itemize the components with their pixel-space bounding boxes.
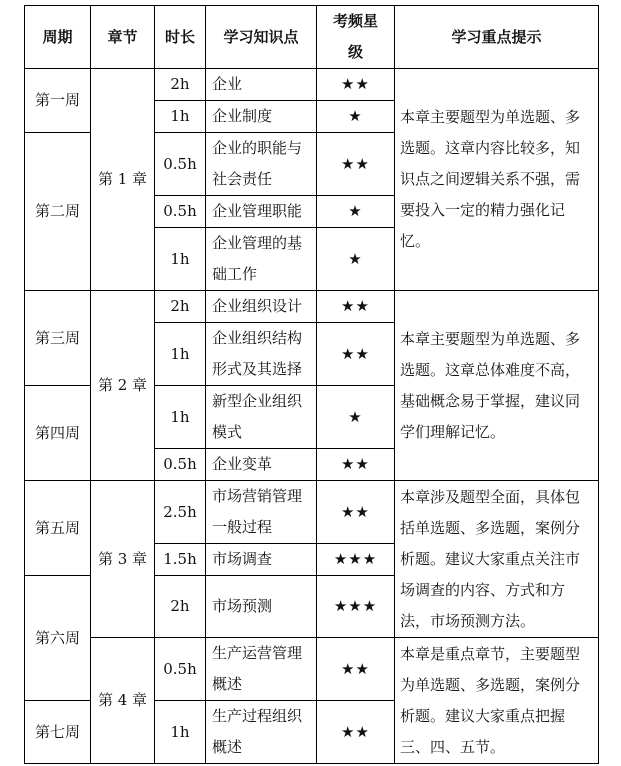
hours-cell: 1h [155,323,206,386]
topic-cell: 企业管理职能 [206,196,317,228]
header-frequency: 考频星级 [317,6,395,69]
header-week: 周期 [25,6,91,69]
tip-cell: 本章主要题型为单选题、多选题。这章总体难度不高，基础概念易于掌握，建议同学们理解记忆。 [395,291,599,481]
star-rating: ★★ [317,449,395,481]
star-rating: ★★ [317,133,395,196]
topic-cell: 市场营销管理一般过程 [206,481,317,544]
hours-cell: 1h [155,101,206,133]
star-rating: ★ [317,196,395,228]
header-chapter: 章节 [91,6,155,69]
topic-cell: 企业制度 [206,101,317,133]
hours-cell: 1h [155,386,206,449]
hours-cell: 2h [155,291,206,323]
hours-cell: 1h [155,228,206,291]
topic-cell: 新型企业组织模式 [206,386,317,449]
tip-cell: 本章涉及题型全面，具体包括单选题、多选题，案例分析题。建议大家重点关注市场调查的内容、方式和方法，市场预测方法。 [395,481,599,638]
star-rating: ★★ [317,481,395,544]
chapter-cell: 第 1 章 [91,69,155,291]
table-row [25,638,599,701]
header-hours: 时长 [155,6,206,69]
table-row [25,481,599,544]
hours-cell: 0.5h [155,133,206,196]
study-plan-sheet [24,5,599,764]
week-cell: 第一周 [25,69,91,133]
study-plan-table [24,5,599,764]
star-rating: ★★★ [317,576,395,638]
star-rating: ★★ [317,69,395,101]
header-row [25,6,599,69]
chapter-cell: 第 2 章 [91,291,155,481]
week-cell: 第三周 [25,291,91,386]
topic-cell: 企业变革 [206,449,317,481]
topic-cell: 市场预测 [206,576,317,638]
topic-cell: 企业组织结构形式及其选择 [206,323,317,386]
topic-cell: 企业组织设计 [206,291,317,323]
chapter-cell: 第 4 章 [91,638,155,764]
star-rating: ★★ [317,638,395,701]
week-cell: 第四周 [25,386,91,481]
table-row [25,291,599,323]
hours-cell: 2h [155,576,206,638]
topic-cell: 生产过程组织概述 [206,701,317,764]
week-cell: 第五周 [25,481,91,576]
week-cell: 第七周 [25,701,91,764]
star-rating: ★ [317,228,395,291]
topic-cell: 市场调查 [206,544,317,576]
star-rating: ★★★ [317,544,395,576]
topic-cell: 企业 [206,69,317,101]
topic-cell: 企业管理的基础工作 [206,228,317,291]
star-rating: ★★ [317,323,395,386]
chapter-cell: 第 3 章 [91,481,155,638]
hours-cell: 2h [155,69,206,101]
topic-cell: 企业的职能与社会责任 [206,133,317,196]
hours-cell: 2.5h [155,481,206,544]
hours-cell: 0.5h [155,196,206,228]
star-rating: ★ [317,101,395,133]
star-rating: ★★ [317,291,395,323]
hours-cell: 1h [155,701,206,764]
hours-cell: 1.5h [155,544,206,576]
hours-cell: 0.5h [155,638,206,701]
header-topic: 学习知识点 [206,6,317,69]
header-tips: 学习重点提示 [395,6,599,69]
hours-cell: 0.5h [155,449,206,481]
table-row [25,69,599,101]
week-cell: 第二周 [25,133,91,291]
topic-cell: 生产运营管理概述 [206,638,317,701]
tip-cell: 本章是重点章节，主要题型为单选题、多选题，案例分析题。建议大家重点把握三、四、五节。 [395,638,599,764]
star-rating: ★ [317,386,395,449]
tip-cell: 本章主要题型为单选题、多选题。这章内容比较多，知识点之间逻辑关系不强，需要投入一定的精力强化记忆。 [395,69,599,291]
week-cell: 第六周 [25,576,91,701]
star-rating: ★★ [317,701,395,764]
